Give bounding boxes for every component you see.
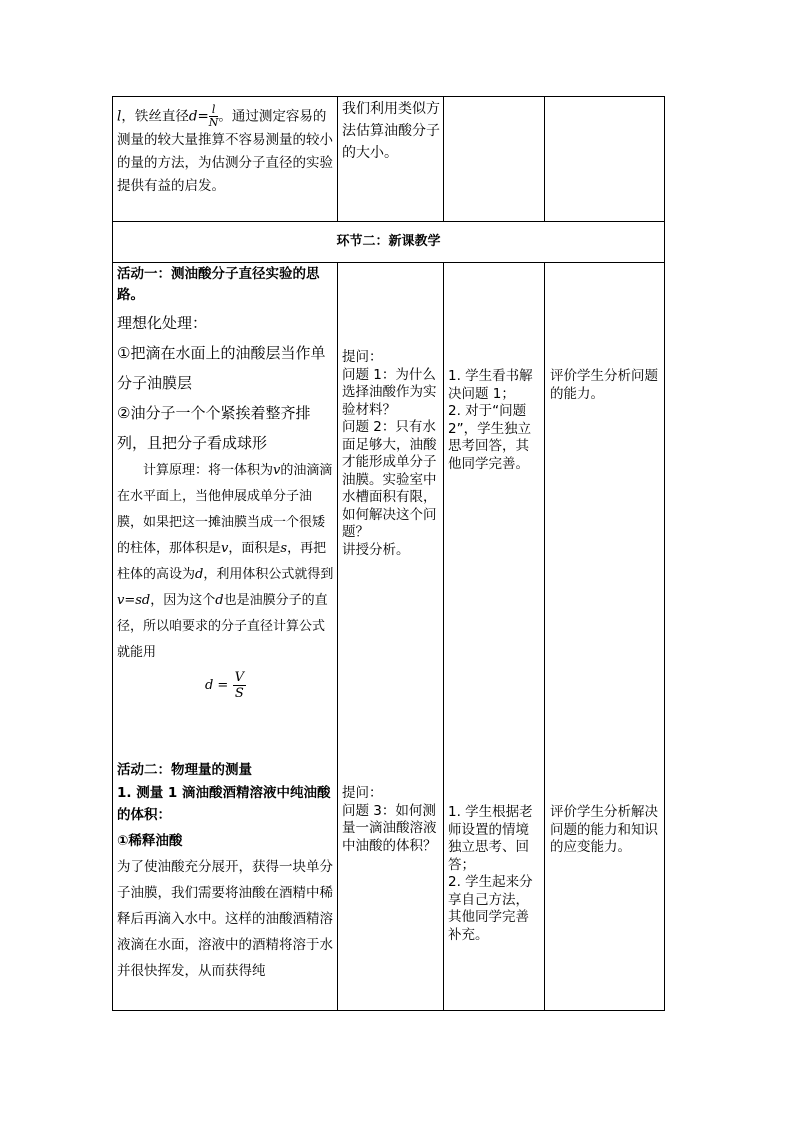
table-rule-bottom <box>112 1010 665 1011</box>
calc-text: 的油滴滴在水平面上，当他伸展成单分子油膜，如果把这一摊油膜当成一个很矮的柱体，那体积是 <box>117 463 333 556</box>
dilute-title: ①稀释油酸 <box>117 833 183 849</box>
table-rule <box>112 221 665 222</box>
activity2-intent-cell: 评价学生分析解决问题的能力和知识的应变能力。 <box>550 804 658 855</box>
formula-fraction <box>233 670 246 701</box>
question-label: 提问： <box>342 349 383 365</box>
activity1-student-cell <box>448 368 541 473</box>
calc-text: ，面积是 <box>228 541 281 556</box>
calc-text: 计算原理：将一体积为 <box>143 463 274 478</box>
formula-lhs: d = <box>204 678 229 693</box>
row1-text-1: ，铁丝直径 <box>121 108 189 125</box>
fraction-numerator: l <box>209 104 219 117</box>
activity2-student-cell <box>448 804 541 944</box>
table-rule <box>337 262 338 1010</box>
var-l: l <box>117 108 122 125</box>
idealize-point-1: ①把滴在水面上的油酸层当作单分子油膜层 <box>117 344 326 392</box>
idealize-label: 理想化处理： <box>117 314 208 332</box>
fraction-1-over-n <box>209 104 219 129</box>
question-1: 问题 1：为什么选择油酸作为实验材料？ <box>342 366 437 418</box>
activity2-content-cell <box>117 760 334 984</box>
var-v: v <box>221 541 229 556</box>
activity2-teacher-cell <box>342 785 440 855</box>
var-d: d <box>215 593 224 608</box>
activity1-title: 活动一：测油酸分子直径实验的思路。 <box>117 266 320 303</box>
calc-text: 也是油膜分子的直径，所以咱要求的分子直径计算公式就能用 <box>117 593 328 660</box>
formula-numerator: V <box>234 670 245 685</box>
dilute-text: 为了使油酸充分展开，获得一块单分子油膜，我们需要将油酸在酒精中稀释后再滴入水中。这样的油酸酒精溶液滴在水面，溶液中的酒精将溶于水并很快挥发，从而获得纯 <box>117 859 333 979</box>
var-s: s <box>280 541 288 556</box>
explain-text: 讲授分析。 <box>342 541 410 558</box>
table-rule <box>337 96 338 221</box>
table-rule <box>112 262 665 263</box>
calc-principle <box>117 458 334 666</box>
idealize-point-2: ②油分子一个个紧挨着整齐排列，且把分子看成球形 <box>117 404 311 452</box>
calc-text: ，因为这个 <box>150 593 216 608</box>
var-d: d= <box>188 108 209 125</box>
activity2-title: 活动二：物理量的测量 <box>117 762 252 778</box>
table-rule <box>544 96 545 221</box>
table-rule-top <box>112 96 665 97</box>
table-rule <box>443 262 444 1010</box>
section-header: 环节二：新课教学 <box>336 234 441 249</box>
measure-title: 1. 测量 1 滴油酸酒精溶液中纯油酸的体积： <box>117 785 331 823</box>
student-activity-2: 2. 学生起来分享自己方法，其他同学完善补充。 <box>448 874 533 943</box>
calc-text: ，再把柱体的高设为 <box>117 541 327 582</box>
volume-formula: v=sd <box>117 593 151 608</box>
row1-text-2: 。通过测定容易的测量的较大量推算不容易测量的较小的量的方法，为估测分子直径的实验提供有益的启发。 <box>117 108 333 194</box>
row1-teacher-cell: 我们利用类似方法估算油酸分子的大小。 <box>342 101 440 161</box>
activity1-teacher-cell <box>342 349 440 559</box>
table-rule <box>443 96 444 221</box>
calc-text: ，利用体积公式就得到 <box>203 567 334 582</box>
formula-denominator: S <box>234 686 244 701</box>
fraction-denominator: N <box>208 116 219 129</box>
question-2: 问题 2：只有水面足够大，油酸才能形成单分子油膜。实验室中水槽面积有限，如何解决这个问题？ <box>342 419 437 540</box>
question-3: 问题 3：如何测量一滴油酸溶液中油酸的体积？ <box>342 802 437 854</box>
var-v: v <box>273 463 281 478</box>
lesson-plan-table <box>112 96 665 1011</box>
table-rule <box>544 262 545 1010</box>
activity1-intent-cell: 评价学生分析问题的能力。 <box>550 368 658 402</box>
diameter-formula <box>117 670 334 710</box>
var-d: d <box>195 567 204 582</box>
question-label: 提问： <box>342 785 383 801</box>
activity1-content-cell <box>117 264 334 710</box>
student-activity-1: 1. 学生根据老师设置的情境独立思考、回答； <box>448 804 533 873</box>
student-activity-1: 1. 学生看书解决问题 1； <box>448 368 533 402</box>
row1-content-cell <box>117 104 334 198</box>
student-activity-2: 2. 对于“问题 2”，学生独立思考回答，其他同学完善。 <box>448 403 532 472</box>
